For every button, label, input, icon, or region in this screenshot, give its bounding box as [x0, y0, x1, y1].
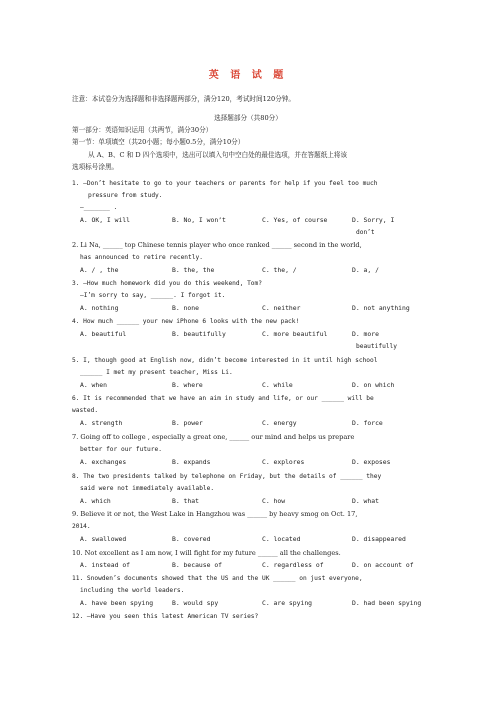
option-b: B. the, the: [172, 266, 215, 274]
question-1-option-d-cont: don’t: [356, 229, 375, 236]
section-one-heading: 第一节：单项填空（共20小题；每小题0.5分，满分10分）: [72, 138, 245, 146]
option-b: B. No, I won’t: [172, 216, 226, 224]
question-6-stem-cont: wasted.: [72, 407, 99, 414]
instruction-line-2: 选项标号涂黑。: [72, 163, 119, 171]
option-a: A. strength: [80, 419, 123, 427]
option-a: A. which: [80, 497, 111, 505]
option-d: D. not anything: [352, 304, 410, 312]
option-d: D. disappeared: [352, 535, 406, 543]
option-d: D. what: [352, 497, 379, 505]
option-d: D. a, /: [352, 266, 379, 274]
question-11-stem: 11. Snowden’s documents showed that the US and the UK ______ on just everyone,: [72, 575, 363, 582]
option-c: C. Yes, of course: [262, 216, 328, 224]
option-c: C. the, /: [262, 266, 297, 274]
option-c: C. how: [262, 497, 286, 505]
option-d: D. Sorry, I: [352, 216, 395, 224]
question-1-stem-cont: pressure from study.: [88, 192, 163, 199]
option-b: B. because of: [172, 561, 223, 569]
option-b: B. beautifully: [172, 330, 226, 338]
question-7-stem-cont: better for our future.: [80, 446, 162, 453]
option-d: D. on account of: [352, 561, 414, 569]
question-3-stem: 3. —How much homework did you do this weekend, Tom?: [72, 280, 262, 287]
option-c: C. neither: [262, 304, 301, 312]
option-c: C. are spying: [262, 599, 313, 607]
option-a: A. OK, I will: [80, 216, 131, 224]
option-c: C. explores: [262, 458, 305, 466]
question-1-response: —_______ .: [80, 204, 118, 211]
question-2-stem-cont: has announced to retire recently.: [80, 254, 203, 261]
question-7-stem: 7. Going off to college , especially a great one, ______ our mind and helps us prepare: [72, 433, 355, 441]
option-a: A. swallowed: [80, 535, 127, 543]
question-2-stem: 2. Li Na, ______ top Chinese tennis player who once ranked ______ second in the world,: [72, 241, 362, 249]
option-b: B. where: [172, 381, 203, 389]
exam-title: 英 语 试 题: [208, 70, 288, 81]
question-8-stem: 8. The two presidents talked by telephone on Friday, but the details of ______ they: [72, 473, 382, 480]
question-8-stem-cont: said were not immediately available.: [80, 485, 215, 492]
exam-note: 注意：本试卷分为选择题和非选择题两部分，满分120，考试时间120分钟。: [72, 95, 295, 103]
question-10-stem: 10. Not excellent as I am now, I will fight for my future ______ all the challenges.: [72, 549, 341, 557]
question-3-response: —I’m sorry to say, ______. I forgot it.: [80, 292, 226, 299]
option-c: C. located: [262, 535, 301, 543]
option-b: B. covered: [172, 535, 211, 543]
option-a: A. beautiful: [80, 330, 127, 338]
option-a: A. exchanges: [80, 458, 127, 466]
part-one-heading: 第一部分：英语知识运用（共两节，满分30分）: [72, 126, 213, 134]
question-5-stem-cont: ______ I met my present teacher, Miss Li.: [80, 369, 233, 376]
question-5-stem: 5. I, though good at English now, didn’t become interested in it until high school: [72, 357, 378, 364]
option-d: D. on which: [352, 381, 395, 389]
question-4-option-d-cont: beautifully: [356, 343, 397, 350]
option-b: B. expands: [172, 458, 211, 466]
option-b: B. none: [172, 304, 199, 312]
option-b: B. that: [172, 497, 199, 505]
option-c: C. while: [262, 381, 293, 389]
option-a: A. have been spying: [80, 599, 154, 607]
option-a: A. instead of: [80, 561, 131, 569]
option-d: D. more: [352, 330, 379, 338]
question-12-stem: 12. —Have you seen this latest American TV series?: [72, 613, 259, 620]
question-9-stem: 9. Believe it or not, the West Lake in Hangzhou was ______ by heavy smog on Oct. 17,: [72, 510, 358, 518]
section-header: 选择题部分（共80分）: [214, 114, 282, 122]
option-a: A. when: [80, 381, 107, 389]
option-c: C. regardless of: [262, 561, 324, 569]
option-d: D. had been spying: [352, 599, 422, 607]
option-b: B. would spy: [172, 599, 219, 607]
option-a: A. / , the: [80, 266, 119, 274]
question-9-stem-cont: 2014.: [72, 523, 91, 530]
question-11-stem-cont: including the world leaders.: [80, 587, 185, 594]
question-6-stem: 6. It is recommended that we have an aim in study and life, or our ______ will be: [72, 395, 374, 402]
option-c: C. energy: [262, 419, 297, 427]
option-a: A. nothing: [80, 304, 119, 312]
instruction-line-1: 从 A、B、C 和 D 四个选项中，选出可以填入句中空白处的最佳选项，并在答题纸上将该: [88, 151, 348, 159]
option-d: D. exposes: [352, 458, 391, 466]
question-1-stem: 1. —Don’t hesitate to go to your teachers or parents for help if you feel too much: [72, 180, 378, 187]
option-c: C. more beautiful: [262, 330, 328, 338]
option-b: B. power: [172, 419, 203, 427]
option-d: D. force: [352, 419, 383, 427]
question-4-stem: 4. How much ______ your new iPhone 6 looks with the new pack!: [72, 318, 300, 325]
